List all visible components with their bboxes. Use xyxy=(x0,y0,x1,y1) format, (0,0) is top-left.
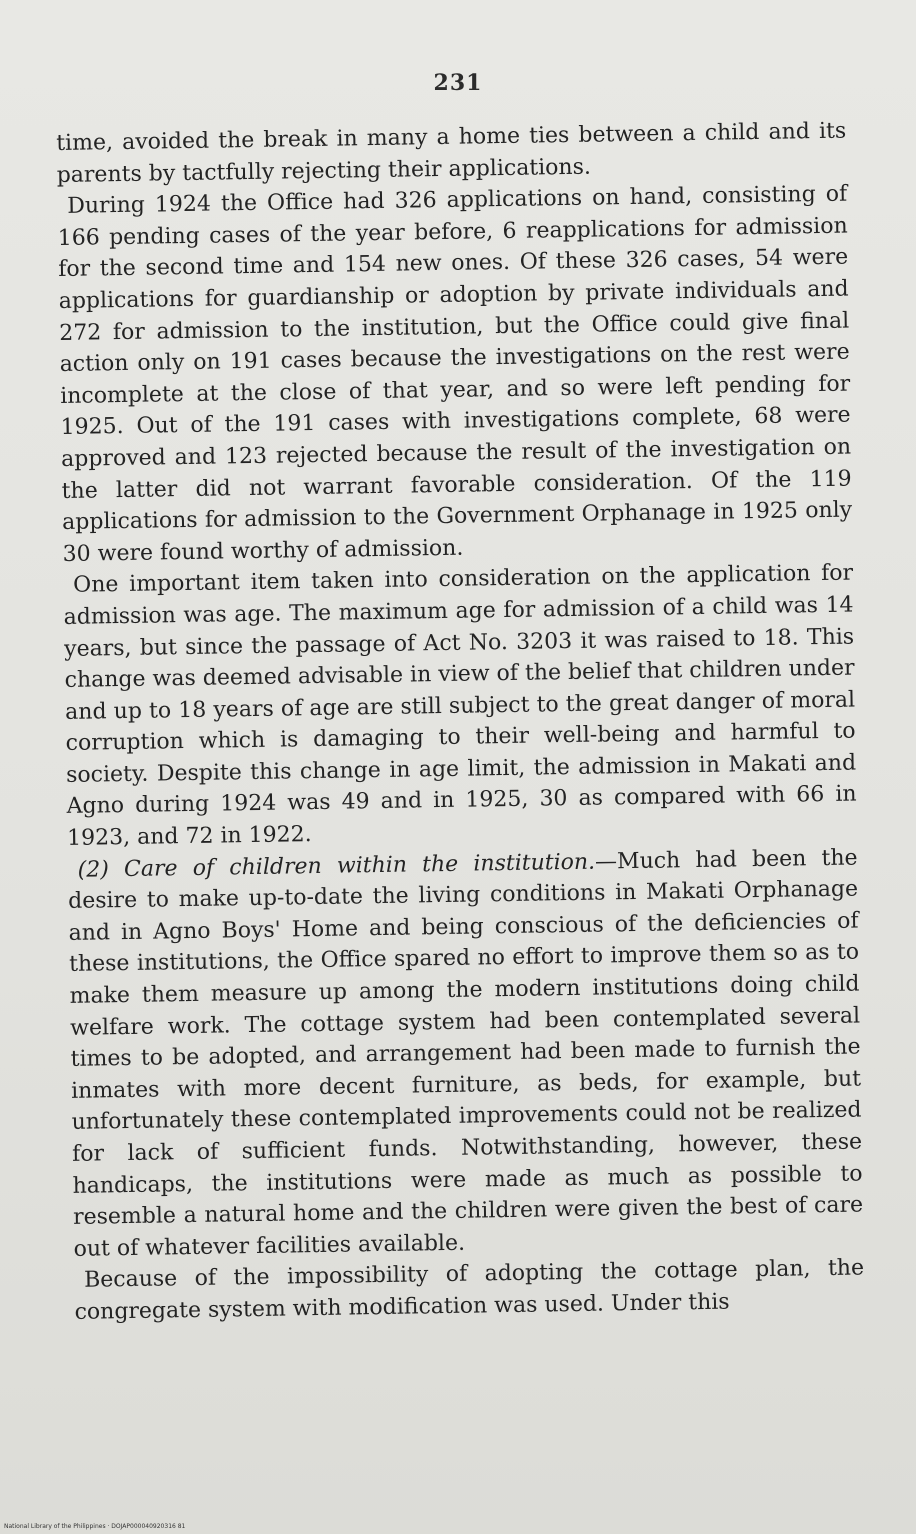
paragraph-congregate-system: Because of the impossibility of adopting the cottage plan, the congregate system with modification was used. Under this xyxy=(74,1255,865,1325)
paragraph-care-of-children-text: —Much had been the desire to make up-to-date the living conditions in Makati Orphanage and in Agno Boys' Home and being conscious of the deficiencies of these institutions, the Office spared no effort to improve them so as to make them measure up among the modern institutions doing child welfare work. The cottage system had been contemplated several times to be adopted, and arrangement had been made to furnish the inmates with more decent furniture, as beds, for example, but unfortunately these contemplated improvements could not be realized for lack of sufficient funds. Notwithstanding, however, these handicaps, the institutions were made as much as possible to resemble a natural home and the children were given the best of care out of whatever facilities available. xyxy=(67,845,864,1262)
scan-credit-footer: National Library of the Philippines · DOJAP000040920316 81 xyxy=(4,1523,186,1530)
paragraph-age-limit: One important item taken into consideration on the application for admission was age. The maximum age for admission of a child was 14 years, but since the passage of Act No. 3203 it was raised to 18. This change was deemed advisable in view of the belief that children under and up to 18 years of age are still subject to the great danger of moral corruption which is damaging to their well-being and harmful to society. Despite this change in age limit, the admission in Makati and Agno during 1924 was 49 and in 1925, 30 as compared with 66 in 1923, and 72 in 1922. xyxy=(63,560,857,851)
paragraph-applications-1924: During 1924 the Office had 326 applications on hand, consisting of 166 pending cases of the year before, 6 reapplications for admission for the second time and 154 new ones. Of these 326 cases, 54 were applications for guardianship or adoption by private individuals and 272 for admission to the institution, but the Office could give final action only on 191 cases because the investigations on the rest were incomplete at the close of that year, and so were left pending for 1925. Out of the 191 cases with investigations complete, 68 were approved and 123 rejected because the result of the investigation on the latter did not warrant favorable consideration. Of the 119 applications for admission to the Government Orphanage in 1925 only 30 were found worthy of admission. xyxy=(57,181,853,567)
body-text xyxy=(56,116,865,1329)
section-heading-care-of-children: (2) Care of children within the institution. xyxy=(77,849,596,883)
paragraph-continuation: time, avoided the break in many a home ties between a child and its parents by tactfully rejecting their applications. xyxy=(56,118,847,188)
page-number: 231 xyxy=(433,70,483,96)
paragraph-care-of-children xyxy=(67,842,863,1265)
